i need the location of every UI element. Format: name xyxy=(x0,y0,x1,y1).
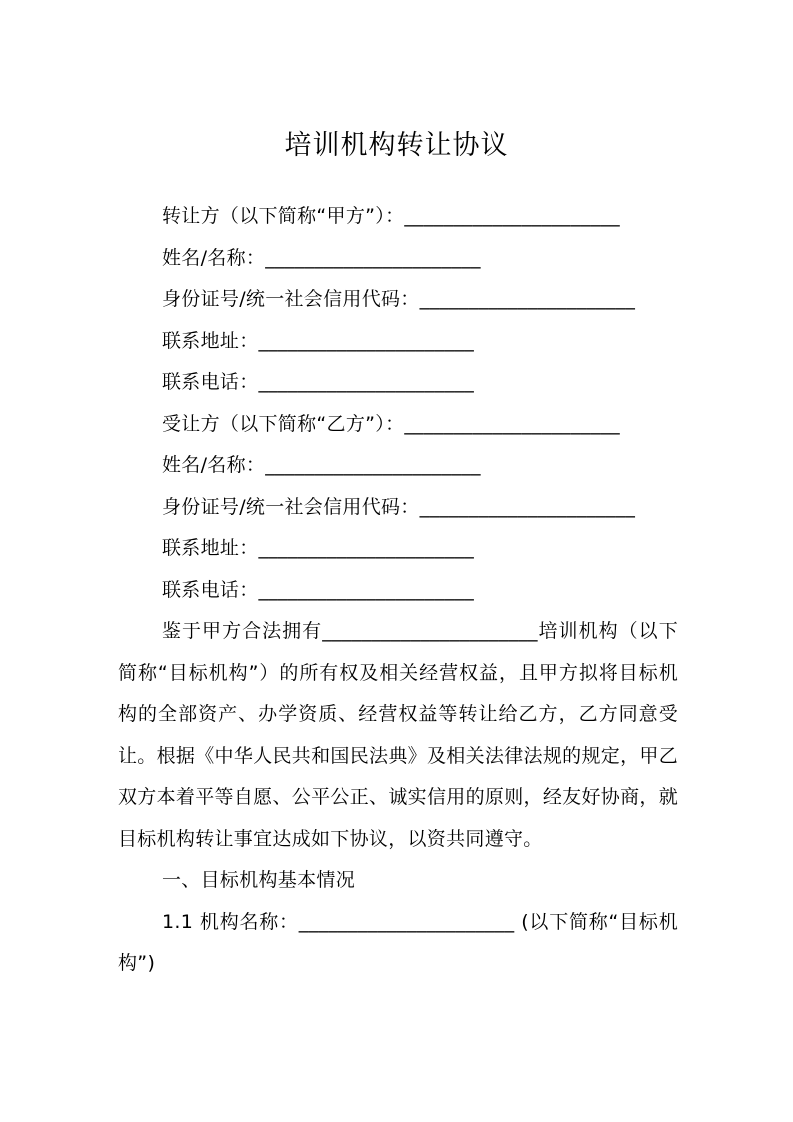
section-1-heading: 一、目标机构基本情况 xyxy=(162,869,356,891)
document-body xyxy=(118,196,678,985)
preamble-paragraph: 鉴于甲方合法拥有______________________培训机构（以下简称“目标机构”）的所有权及相关经营权益，且甲方拟将目标机构的全部资产、办学资质、经营权益等转让给乙方，乙方同意受让。根据《中华人民共和国民法典》及相关法律法规的规定，甲乙双方本着平等自愿、公平公正、诚实信用的原则，经友好协商，就目标机构转让事宜达成如下协议，以资共同遵守。 xyxy=(118,620,678,850)
document-title: 培训机构转让协议 xyxy=(284,130,509,161)
clause-1-1: 1.1 机构名称：______________________ (以下简称“目标机构”) xyxy=(118,910,678,974)
transferee-address-field: 联系地址：______________________ xyxy=(162,537,475,559)
transferee-label: 受让方（以下简称“乙方”）：______________________ xyxy=(162,412,620,435)
transferee-name-field: 姓名/名称：______________________ xyxy=(162,454,481,476)
transferor-label: 转让方（以下简称“甲方”）：______________________ xyxy=(162,205,620,227)
transferor-name-field: 姓名/名称：______________________ xyxy=(162,246,481,269)
transferor-address-field: 联系地址：______________________ xyxy=(162,329,475,352)
transferor-phone-field: 联系电话：______________________ xyxy=(162,371,475,393)
transferor-id-field: 身份证号/统一社会信用代码：______________________ xyxy=(162,288,636,310)
transferee-id-field: 身份证号/统一社会信用代码：______________________ xyxy=(162,495,636,518)
transferee-phone-field: 联系电话：______________________ xyxy=(162,578,475,601)
